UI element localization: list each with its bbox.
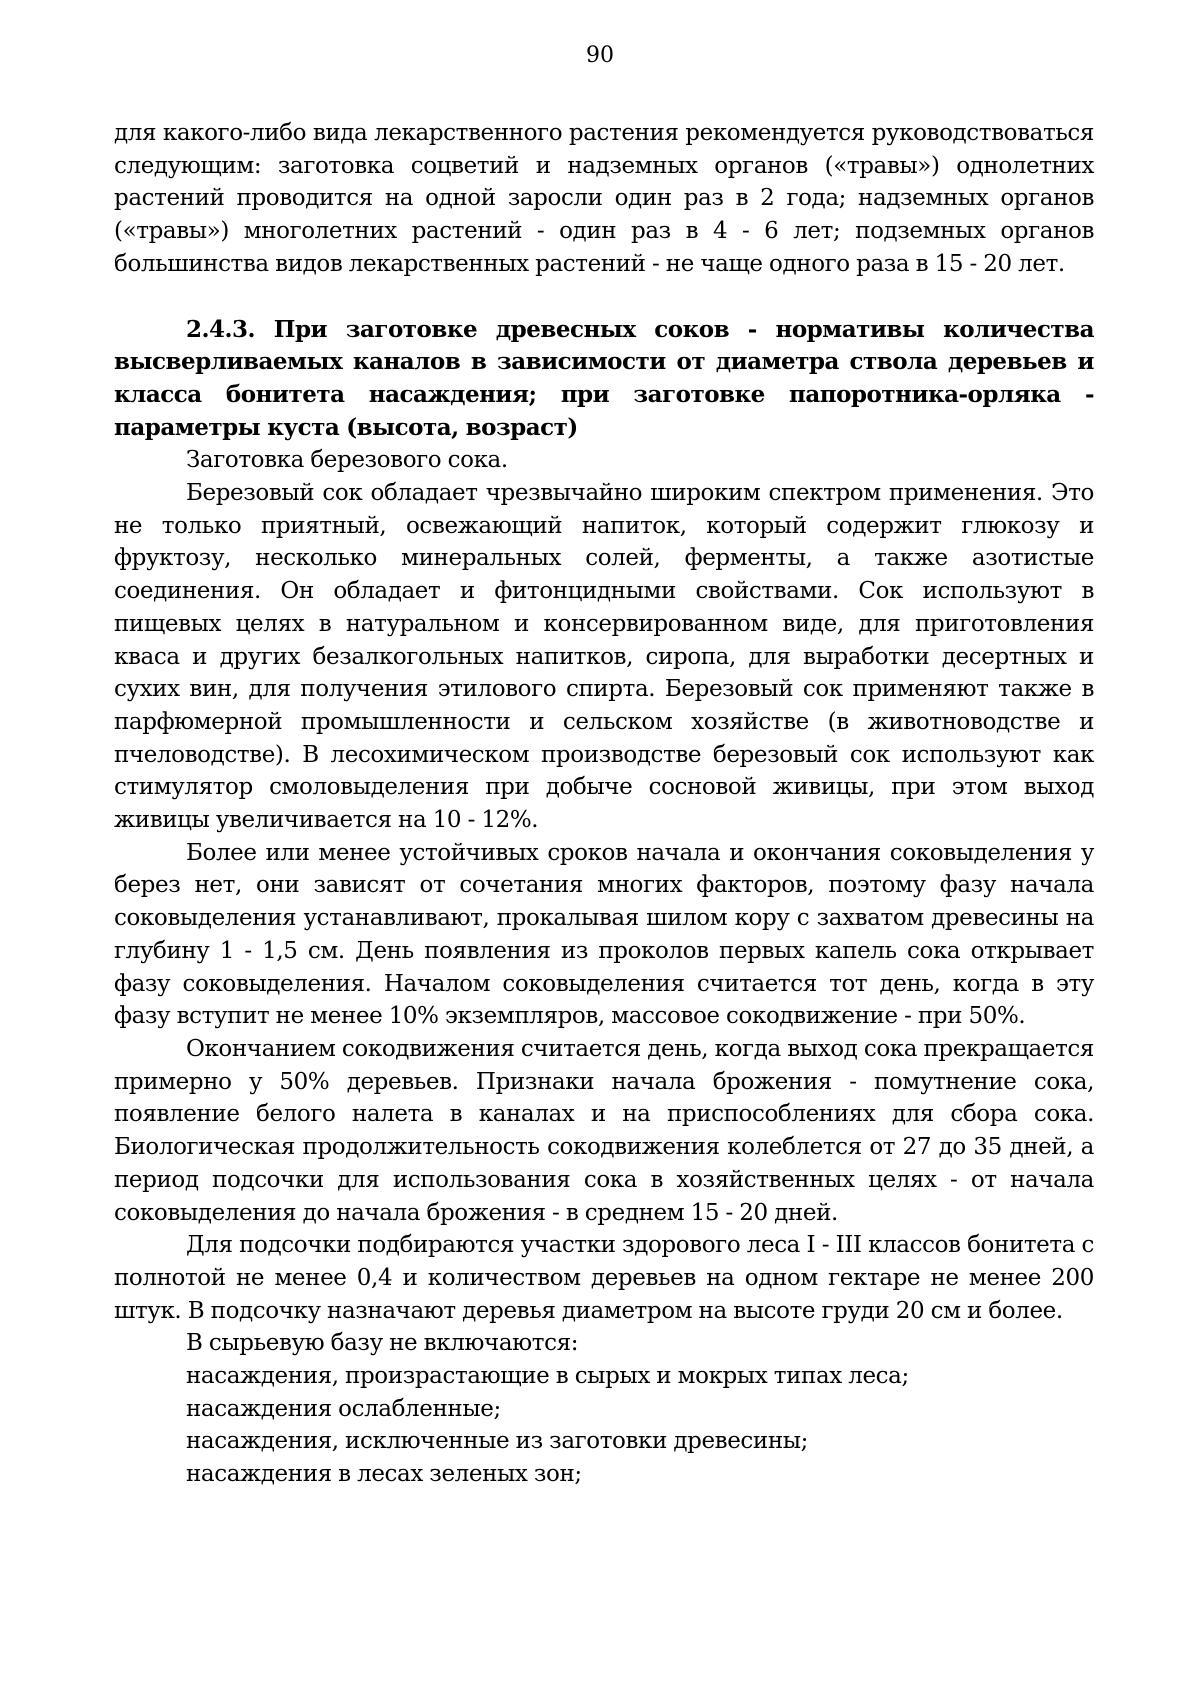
paragraph-exclusions-intro: В сырьевую базу не включаются: (186, 1330, 579, 1357)
paragraph-continuation: для какого-либо вида лекарственного растения рекомендуется руководствоваться следующим: заготовка соцветий и надземных органов («травы») однолетних растений проводится на одной заросли один раз в 2 года; надземных органов («травы») многолетних растений - один раз в 4 - 6 лет; подземных органов большинства видов лекарственных растений - не чаще одного раза в 15 - 20 лет. (114, 120, 1094, 277)
page-number: 90 (586, 43, 614, 68)
list-item: насаждения ослабленные; (186, 1395, 501, 1422)
paragraph-tapping-selection: Для подсочки подбираются участки здорового леса I - III классов бонитета с полнотой не менее 0,4 и количеством деревьев на одном гектаре не менее 200 штук. В подсочку назначают деревья диаметром на высоте груди 20 см и более. (114, 1232, 1094, 1324)
list-item: насаждения, исключенные из заготовки древесины; (186, 1428, 809, 1455)
list-item: насаждения в лесах зеленых зон; (186, 1461, 582, 1488)
paragraph-subtitle: Заготовка березового сока. (186, 447, 508, 474)
paragraph-sap-flow-start: Более или менее устойчивых сроков начала и окончания соковыделения у берез нет, они зависят от сочетания многих факторов, поэтому фазу начала соковыделения устанавливают, прокалывая шилом кору с захватом древесины на глубину 1 - 1,5 см. День появления из проколов первых капель сока открывает фазу соковыделения. Началом соковыделения считается тот день, когда в эту фазу вступит не менее 10% экземпляров, массовое сокодвижение - при 50%. (114, 839, 1094, 1030)
paragraph-birch-sap-uses: Березовый сок обладает чрезвычайно широким спектром применения. Это не только приятный, освежающий напиток, который содержит глюкозу и фруктозу, несколько минеральных солей, ферменты, а также азотистые соединения. Он обладает и фитонцидными свойствами. Сок используют в пищевых целях в натуральном и консервированном виде, для приготовления кваса и других безалкогольных напитков, сиропа, для выработки десертных и сухих вин, для получения этилового спирта. Березовый сок применяют также в парфюмерной промышленности и сельском хозяйстве (в животноводстве и пчеловодстве). В лесохимическом производстве березовый сок используют как стимулятор смоловыделения при добыче сосновой живицы, при этом выход живицы увеличивается на 10 - 12%. (114, 480, 1094, 834)
document-body (114, 117, 1094, 1491)
paragraph-sap-flow-end: Окончанием сокодвижения считается день, когда выход сока прекращается примерно у 50% деревьев. Признаки начала брожения - помутнение сока, появление белого налета в каналах и на приспособлениях для сбора сока. Биологическая продолжительность сокодвижения колеблется от 27 до 35 дней, а период подсочки для использования сока в хозяйственных целях - от начала соковыделения до начала брожения - в среднем 15 - 20 дней. (114, 1035, 1094, 1226)
list-item: насаждения, произрастающие в сырых и мокрых типах леса; (186, 1363, 909, 1390)
section-heading: 2.4.3. При заготовке древесных соков - нормативы количества высверливаемых каналов в зависимости от диаметра ствола деревьев и класса бонитета насаждения; при заготовке папоротника-орляка - параметры куста (высота, возраст) (114, 315, 1094, 441)
